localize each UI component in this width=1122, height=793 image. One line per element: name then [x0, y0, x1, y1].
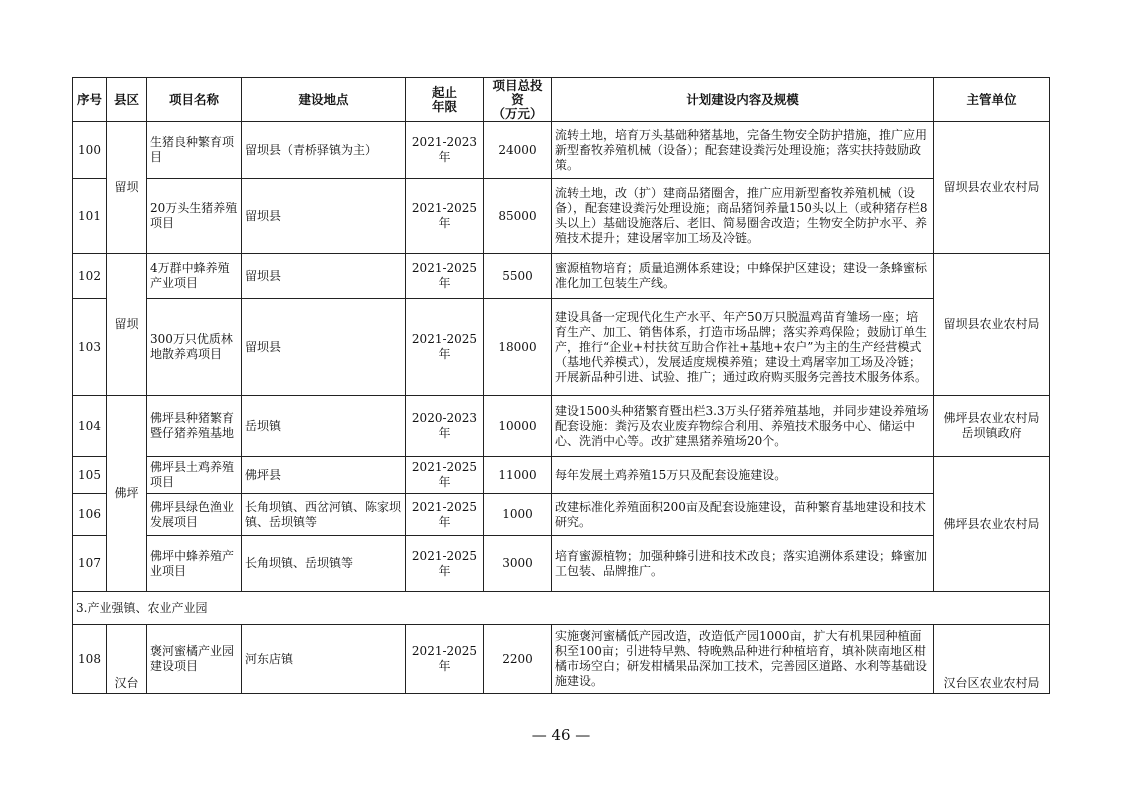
cell-unit: 佛坪县农业农村局 岳坝镇政府: [934, 396, 1050, 457]
cell-invest: 5500: [484, 254, 552, 299]
cell-content: 培育蜜源植物；加强种蜂引进和技术改良；落实追溯体系建设；蜂蜜加工包装、品牌推广。: [552, 536, 934, 592]
cell-place: 留坝县: [242, 254, 406, 299]
cell-name: 佛坪县土鸡养殖项目: [147, 457, 242, 494]
cell-county: 汉台: [107, 625, 147, 694]
header-name: 项目名称: [147, 78, 242, 122]
header-place: 建设地点: [242, 78, 406, 122]
cell-place: 岳坝镇: [242, 396, 406, 457]
cell-place: 留坝县（青桥驿镇为主）: [242, 122, 406, 179]
cell-years: 2021-2025年: [406, 625, 484, 694]
table-row: [73, 122, 1050, 179]
cell-no: 108: [73, 625, 107, 694]
cell-years: 2021-2025年: [406, 254, 484, 299]
header-county: 县区: [107, 78, 147, 122]
cell-invest: 18000: [484, 299, 552, 396]
table-row: [73, 457, 1050, 494]
cell-no: 103: [73, 299, 107, 396]
cell-content: 建设具备一定现代化生产水平、年产50万只脱温鸡苗育雏场一座；培育生产、加工、销售体系，打造市场品牌；落实养鸡保险；鼓励订单生产，推行“企业+村扶贫互助合作社+基地+农户”为主的生产经营模式（基地代养模式），发展适度规模养殖；建设土鸡屠宰加工场及冷链；开展新品种引进、试验、推广；通过政府购买服务完善技术服务体系。: [552, 299, 934, 396]
cell-years: 2021-2025年: [406, 457, 484, 494]
cell-county: 佛坪: [107, 396, 147, 592]
cell-unit: 留坝县农业农村局: [934, 254, 1050, 396]
cell-name: 佛坪县绿色渔业发展项目: [147, 494, 242, 536]
header-no: 序号: [73, 78, 107, 122]
cell-content: 建设1500头种猪繁育暨出栏3.3万头仔猪养殖基地，并同步建设养殖场配套设施：粪污及农业废弃物综合利用、养殖技术服务中心、储运中心、洗消中心等。改扩建黑猪养殖场20个。: [552, 396, 934, 457]
cell-invest: 1000: [484, 494, 552, 536]
cell-name: 佛坪县种猪繁育暨仔猪养殖基地: [147, 396, 242, 457]
header-unit: 主管单位: [934, 78, 1050, 122]
cell-no: 105: [73, 457, 107, 494]
section-title: 3.产业强镇、农业产业园: [73, 592, 1050, 625]
cell-years: 2021-2025年: [406, 299, 484, 396]
cell-name: 生猪良种繁育项目: [147, 122, 242, 179]
header-row: [73, 78, 1050, 122]
table-row: [73, 494, 1050, 536]
table-row: [73, 625, 1050, 694]
cell-county: 留坝: [107, 254, 147, 396]
cell-name: 20万头生猪养殖项目: [147, 179, 242, 254]
cell-invest: 2200: [484, 625, 552, 694]
cell-place: 留坝县: [242, 299, 406, 396]
cell-content: 改建标准化养殖面积200亩及配套设施建设，苗种繁育基地建设和技术研究。: [552, 494, 934, 536]
cell-no: 107: [73, 536, 107, 592]
cell-invest: 24000: [484, 122, 552, 179]
cell-invest: 11000: [484, 457, 552, 494]
cell-content: 每年发展土鸡养殖15万只及配套设施建设。: [552, 457, 934, 494]
cell-content: 流转土地，改（扩）建商品猪圈舍，推广应用新型畜牧养殖机械（设备），配套建设粪污处理设施；商品猪饲养量150头以上（或种猪存栏8头以上）基础设施落后、老旧、简易圈舍改造；生物安全防护水平、养殖技术提升；建设屠宰加工场及冷链。: [552, 179, 934, 254]
header-years: 起止 年限: [406, 78, 484, 122]
cell-unit: 汉台区农业农村局: [934, 625, 1050, 694]
cell-years: 2021-2023年: [406, 122, 484, 179]
cell-years: 2021-2025年: [406, 536, 484, 592]
cell-name: 褒河蜜橘产业园建设项目: [147, 625, 242, 694]
cell-no: 100: [73, 122, 107, 179]
cell-place: 河东店镇: [242, 625, 406, 694]
cell-invest: 10000: [484, 396, 552, 457]
page-number: — 46 —: [531, 726, 591, 744]
cell-place: 佛坪县: [242, 457, 406, 494]
project-table: [72, 77, 1050, 694]
table-row: [73, 179, 1050, 254]
table-row: [73, 396, 1050, 457]
cell-name: 4万群中蜂养殖产业项目: [147, 254, 242, 299]
cell-unit: 留坝县农业农村局: [934, 122, 1050, 254]
cell-place: 长角坝镇、西岔河镇、陈家坝镇、岳坝镇等: [242, 494, 406, 536]
table-row: [73, 299, 1050, 396]
cell-invest: 3000: [484, 536, 552, 592]
cell-no: 104: [73, 396, 107, 457]
section-row: [73, 592, 1050, 625]
cell-place: 留坝县: [242, 179, 406, 254]
header-content: 计划建设内容及规模: [552, 78, 934, 122]
cell-no: 101: [73, 179, 107, 254]
header-invest: 项目总投资 （万元）: [484, 78, 552, 122]
cell-content: 实施褒河蜜橘低产园改造，改造低产园1000亩，扩大有机果园种植面积至100亩；引进特早熟、特晚熟品种进行种植培育，填补陕南地区柑橘市场空白；研发柑橘果品深加工技术，完善园区道路、水利等基础设施建设。: [552, 625, 934, 694]
cell-place: 长角坝镇、岳坝镇等: [242, 536, 406, 592]
cell-name: 300万只优质林地散养鸡项目: [147, 299, 242, 396]
cell-name: 佛坪中蜂养殖产业项目: [147, 536, 242, 592]
cell-years: 2020-2023年: [406, 396, 484, 457]
cell-no: 102: [73, 254, 107, 299]
cell-unit: 佛坪县农业农村局: [934, 457, 1050, 592]
table-row: [73, 536, 1050, 592]
cell-no: 106: [73, 494, 107, 536]
cell-years: 2021-2025年: [406, 494, 484, 536]
cell-years: 2021-2025年: [406, 179, 484, 254]
cell-invest: 85000: [484, 179, 552, 254]
cell-county: 留坝: [107, 122, 147, 254]
cell-content: 蜜源植物培育；质量追溯体系建设；中蜂保护区建设；建设一条蜂蜜标准化加工包装生产线。: [552, 254, 934, 299]
cell-content: 流转土地，培育万头基础种猪基地，完备生物安全防护措施，推广应用新型畜牧养殖机械（设备）；配套建设粪污处理设施；落实扶持鼓励政策。: [552, 122, 934, 179]
table-row: [73, 254, 1050, 299]
